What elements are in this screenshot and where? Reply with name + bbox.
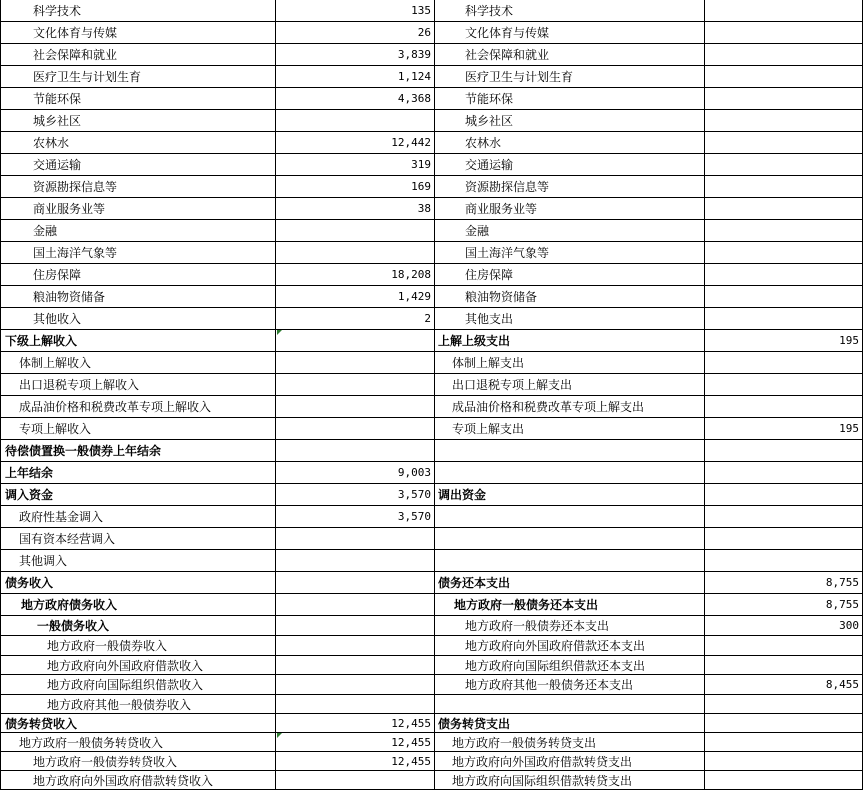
expenditure-item-label[interactable]: 城乡社区 (435, 110, 705, 131)
expenditure-item-label[interactable]: 专项上解支出 (435, 418, 705, 439)
table-row (0, 733, 863, 752)
income-item-label[interactable]: 债务收入 (0, 572, 276, 593)
expenditure-amount-cell[interactable]: 300 (705, 616, 863, 635)
table-row (0, 675, 863, 695)
expenditure-item-label[interactable]: 出口退税专项上解支出 (435, 374, 705, 395)
income-amount-cell[interactable] (276, 220, 435, 241)
income-item-label[interactable]: 成品油价格和税费改革专项上解收入 (0, 396, 276, 417)
income-item-label[interactable]: 体制上解收入 (0, 352, 276, 373)
income-amount-cell[interactable]: 169 (276, 176, 435, 197)
cell-note-marker (277, 330, 282, 335)
expenditure-item-label[interactable]: 地方政府向国际组织借款还本支出 (435, 656, 705, 674)
income-amount-cell[interactable] (276, 352, 435, 373)
expenditure-amount-cell[interactable] (705, 374, 863, 395)
table-row (0, 264, 863, 286)
expenditure-item-label[interactable]: 调出资金 (435, 484, 705, 505)
income-item-label[interactable]: 地方政府向外国政府借款转贷收入 (0, 771, 276, 789)
expenditure-item-label[interactable]: 地方政府向外国政府借款还本支出 (435, 636, 705, 655)
expenditure-item-label[interactable]: 商业服务业等 (435, 198, 705, 219)
expenditure-item-label[interactable] (435, 550, 705, 571)
expenditure-item-label[interactable]: 体制上解支出 (435, 352, 705, 373)
table-row (0, 462, 863, 484)
income-amount-cell[interactable] (276, 374, 435, 395)
expenditure-amount-cell[interactable] (705, 656, 863, 674)
table-row (0, 132, 863, 154)
income-item-label[interactable]: 国土海洋气象等 (0, 242, 276, 263)
expenditure-amount-cell[interactable] (705, 286, 863, 307)
income-item-label[interactable]: 金融 (0, 220, 276, 241)
expenditure-amount-cell[interactable] (705, 0, 863, 21)
income-amount-cell[interactable] (276, 656, 435, 674)
expenditure-amount-cell[interactable] (705, 198, 863, 219)
expenditure-item-label[interactable]: 上解上级支出 (435, 330, 705, 351)
income-item-label[interactable]: 商业服务业等 (0, 198, 276, 219)
income-amount-cell[interactable] (276, 418, 435, 439)
table-row (0, 572, 863, 594)
income-amount-cell[interactable]: 3,570 (276, 484, 435, 505)
expenditure-amount-cell[interactable] (705, 771, 863, 789)
expenditure-amount-cell[interactable]: 8,455 (705, 675, 863, 694)
income-amount-cell[interactable] (276, 550, 435, 571)
table-row (0, 198, 863, 220)
expenditure-amount-cell[interactable] (705, 462, 863, 483)
expenditure-item-label[interactable]: 医疗卫生与计划生育 (435, 66, 705, 87)
expenditure-item-label[interactable]: 地方政府一般债务转贷支出 (435, 733, 705, 751)
table-row (0, 308, 863, 330)
income-item-label[interactable]: 出口退税专项上解收入 (0, 374, 276, 395)
income-item-label[interactable]: 地方政府一般债务转贷收入 (0, 733, 276, 751)
income-item-label[interactable]: 资源勘探信息等 (0, 176, 276, 197)
income-item-label[interactable]: 社会保障和就业 (0, 44, 276, 65)
expenditure-item-label[interactable]: 地方政府向外国政府借款转贷支出 (435, 752, 705, 770)
table-row (0, 656, 863, 675)
table-row (0, 66, 863, 88)
income-item-label[interactable]: 地方政府向外国政府借款收入 (0, 656, 276, 674)
expenditure-amount-cell[interactable] (705, 44, 863, 65)
income-item-label[interactable]: 城乡社区 (0, 110, 276, 131)
expenditure-amount-cell[interactable] (705, 752, 863, 770)
income-amount-cell[interactable] (276, 242, 435, 263)
income-item-label[interactable]: 地方政府其他一般债券收入 (0, 695, 276, 713)
expenditure-item-label[interactable]: 资源勘探信息等 (435, 176, 705, 197)
expenditure-item-label[interactable]: 地方政府向国际组织借款转贷支出 (435, 771, 705, 789)
expenditure-item-label[interactable] (435, 462, 705, 483)
table-row (0, 176, 863, 198)
income-amount-cell[interactable]: 1,124 (276, 66, 435, 87)
income-item-label[interactable]: 待偿债置换一般债券上年结余 (0, 440, 276, 461)
income-amount-cell[interactable] (276, 528, 435, 549)
income-amount-cell[interactable]: 12,455 (276, 752, 435, 770)
expenditure-item-label[interactable]: 交通运输 (435, 154, 705, 175)
expenditure-item-label[interactable]: 债务转贷支出 (435, 714, 705, 732)
income-amount-cell[interactable]: 18,208 (276, 264, 435, 285)
expenditure-item-label[interactable] (435, 528, 705, 549)
income-amount-cell[interactable]: 9,003 (276, 462, 435, 483)
expenditure-item-label[interactable]: 成品油价格和税费改革专项上解支出 (435, 396, 705, 417)
expenditure-amount-cell[interactable] (705, 22, 863, 43)
income-item-label[interactable]: 医疗卫生与计划生育 (0, 66, 276, 87)
expenditure-item-label[interactable]: 社会保障和就业 (435, 44, 705, 65)
table-row (0, 330, 863, 352)
expenditure-amount-cell[interactable] (705, 396, 863, 417)
expenditure-amount-cell[interactable] (705, 308, 863, 329)
income-amount-cell[interactable]: 12,455 (276, 733, 435, 751)
income-item-label[interactable]: 地方政府向国际组织借款收入 (0, 675, 276, 694)
income-item-label[interactable]: 科学技术 (0, 0, 276, 21)
income-amount-cell[interactable]: 3,839 (276, 44, 435, 65)
table-row (0, 374, 863, 396)
income-item-label[interactable]: 政府性基金调入 (0, 506, 276, 527)
income-item-label[interactable]: 住房保障 (0, 264, 276, 285)
expenditure-amount-cell[interactable] (705, 506, 863, 527)
expenditure-amount-cell[interactable] (705, 352, 863, 373)
income-item-label[interactable]: 文化体育与传媒 (0, 22, 276, 43)
income-item-label[interactable]: 节能环保 (0, 88, 276, 109)
income-item-label[interactable]: 上年结余 (0, 462, 276, 483)
expenditure-amount-cell[interactable] (705, 154, 863, 175)
income-amount-cell[interactable] (276, 695, 435, 713)
income-item-label[interactable]: 专项上解收入 (0, 418, 276, 439)
income-amount-cell[interactable]: 38 (276, 198, 435, 219)
table-row (0, 110, 863, 132)
table-row (0, 594, 863, 616)
expenditure-item-label[interactable]: 科学技术 (435, 0, 705, 21)
expenditure-amount-cell[interactable] (705, 733, 863, 751)
income-amount-cell[interactable] (276, 330, 435, 351)
table-row (0, 550, 863, 572)
expenditure-item-label[interactable]: 地方政府其他一般债务还本支出 (435, 675, 705, 694)
income-amount-cell[interactable]: 3,570 (276, 506, 435, 527)
expenditure-amount-cell[interactable]: 195 (705, 418, 863, 439)
expenditure-item-label[interactable]: 粮油物资储备 (435, 286, 705, 307)
income-item-label[interactable]: 调入资金 (0, 484, 276, 505)
expenditure-item-label[interactable]: 住房保障 (435, 264, 705, 285)
expenditure-item-label[interactable]: 文化体育与传媒 (435, 22, 705, 43)
table-row (0, 286, 863, 308)
table-row (0, 714, 863, 733)
table-row (0, 0, 863, 22)
expenditure-item-label[interactable]: 其他支出 (435, 308, 705, 329)
income-amount-cell[interactable] (276, 110, 435, 131)
expenditure-amount-cell[interactable]: 195 (705, 330, 863, 351)
expenditure-amount-cell[interactable] (705, 440, 863, 461)
table-row (0, 440, 863, 462)
table-row (0, 771, 863, 790)
table-row (0, 352, 863, 374)
table-row (0, 418, 863, 440)
income-amount-cell[interactable]: 26 (276, 22, 435, 43)
income-amount-cell[interactable] (276, 396, 435, 417)
income-item-label[interactable]: 其他调入 (0, 550, 276, 571)
expenditure-item-label[interactable]: 节能环保 (435, 88, 705, 109)
expenditure-amount-cell[interactable] (705, 66, 863, 87)
income-item-label[interactable]: 粮油物资储备 (0, 286, 276, 307)
table-row (0, 506, 863, 528)
expenditure-item-label[interactable] (435, 440, 705, 461)
table-row (0, 636, 863, 656)
table-row (0, 154, 863, 176)
income-item-label[interactable]: 地方政府一般债券转贷收入 (0, 752, 276, 770)
cell-note-marker (277, 733, 282, 738)
income-item-label[interactable]: 交通运输 (0, 154, 276, 175)
income-amount-cell[interactable]: 4,368 (276, 88, 435, 109)
income-item-label[interactable]: 下级上解收入 (0, 330, 276, 351)
expenditure-amount-cell[interactable] (705, 695, 863, 713)
table-row (0, 44, 863, 66)
table-row (0, 22, 863, 44)
expenditure-item-label[interactable]: 债务还本支出 (435, 572, 705, 593)
income-amount-cell[interactable]: 1,429 (276, 286, 435, 307)
expenditure-amount-cell[interactable]: 8,755 (705, 572, 863, 593)
expenditure-item-label[interactable]: 金融 (435, 220, 705, 241)
income-amount-cell[interactable]: 135 (276, 0, 435, 21)
table-row (0, 616, 863, 636)
expenditure-amount-cell[interactable] (705, 176, 863, 197)
income-item-label[interactable]: 农林水 (0, 132, 276, 153)
income-item-label[interactable]: 国有资本经营调入 (0, 528, 276, 549)
table-row (0, 484, 863, 506)
expenditure-item-label[interactable]: 地方政府一般债务还本支出 (435, 594, 705, 615)
expenditure-amount-cell[interactable] (705, 528, 863, 549)
expenditure-amount-cell[interactable] (705, 714, 863, 732)
table-row (0, 242, 863, 264)
expenditure-amount-cell[interactable] (705, 88, 863, 109)
table-row (0, 752, 863, 771)
income-amount-cell[interactable] (276, 636, 435, 655)
expenditure-amount-cell[interactable] (705, 636, 863, 655)
income-item-label[interactable]: 一般债务收入 (0, 616, 276, 635)
income-amount-cell[interactable] (276, 675, 435, 694)
expenditure-item-label[interactable]: 地方政府一般债券还本支出 (435, 616, 705, 635)
income-amount-cell[interactable] (276, 572, 435, 593)
expenditure-amount-cell[interactable] (705, 132, 863, 153)
income-item-label[interactable]: 其他收入 (0, 308, 276, 329)
table-row (0, 220, 863, 242)
expenditure-amount-cell[interactable]: 8,755 (705, 594, 863, 615)
income-amount-cell[interactable]: 319 (276, 154, 435, 175)
table-row (0, 88, 863, 110)
income-amount-cell[interactable] (276, 440, 435, 461)
table-row (0, 528, 863, 550)
expenditure-item-label[interactable]: 国土海洋气象等 (435, 242, 705, 263)
table-row (0, 695, 863, 714)
expenditure-item-label[interactable]: 农林水 (435, 132, 705, 153)
income-amount-cell[interactable] (276, 771, 435, 789)
expenditure-amount-cell[interactable] (705, 264, 863, 285)
income-amount-cell[interactable] (276, 616, 435, 635)
expenditure-item-label[interactable] (435, 695, 705, 713)
income-amount-cell[interactable]: 2 (276, 308, 435, 329)
expenditure-item-label[interactable] (435, 506, 705, 527)
table-row (0, 396, 863, 418)
expenditure-amount-cell[interactable] (705, 110, 863, 131)
income-item-label[interactable]: 地方政府债务收入 (0, 594, 276, 615)
expenditure-amount-cell[interactable] (705, 484, 863, 505)
expenditure-amount-cell[interactable] (705, 550, 863, 571)
expenditure-amount-cell[interactable] (705, 242, 863, 263)
income-item-label[interactable]: 地方政府一般债券收入 (0, 636, 276, 655)
income-amount-cell[interactable] (276, 594, 435, 615)
expenditure-amount-cell[interactable] (705, 220, 863, 241)
income-amount-cell[interactable]: 12,442 (276, 132, 435, 153)
income-amount-cell[interactable]: 12,455 (276, 714, 435, 732)
income-item-label[interactable]: 债务转贷收入 (0, 714, 276, 732)
